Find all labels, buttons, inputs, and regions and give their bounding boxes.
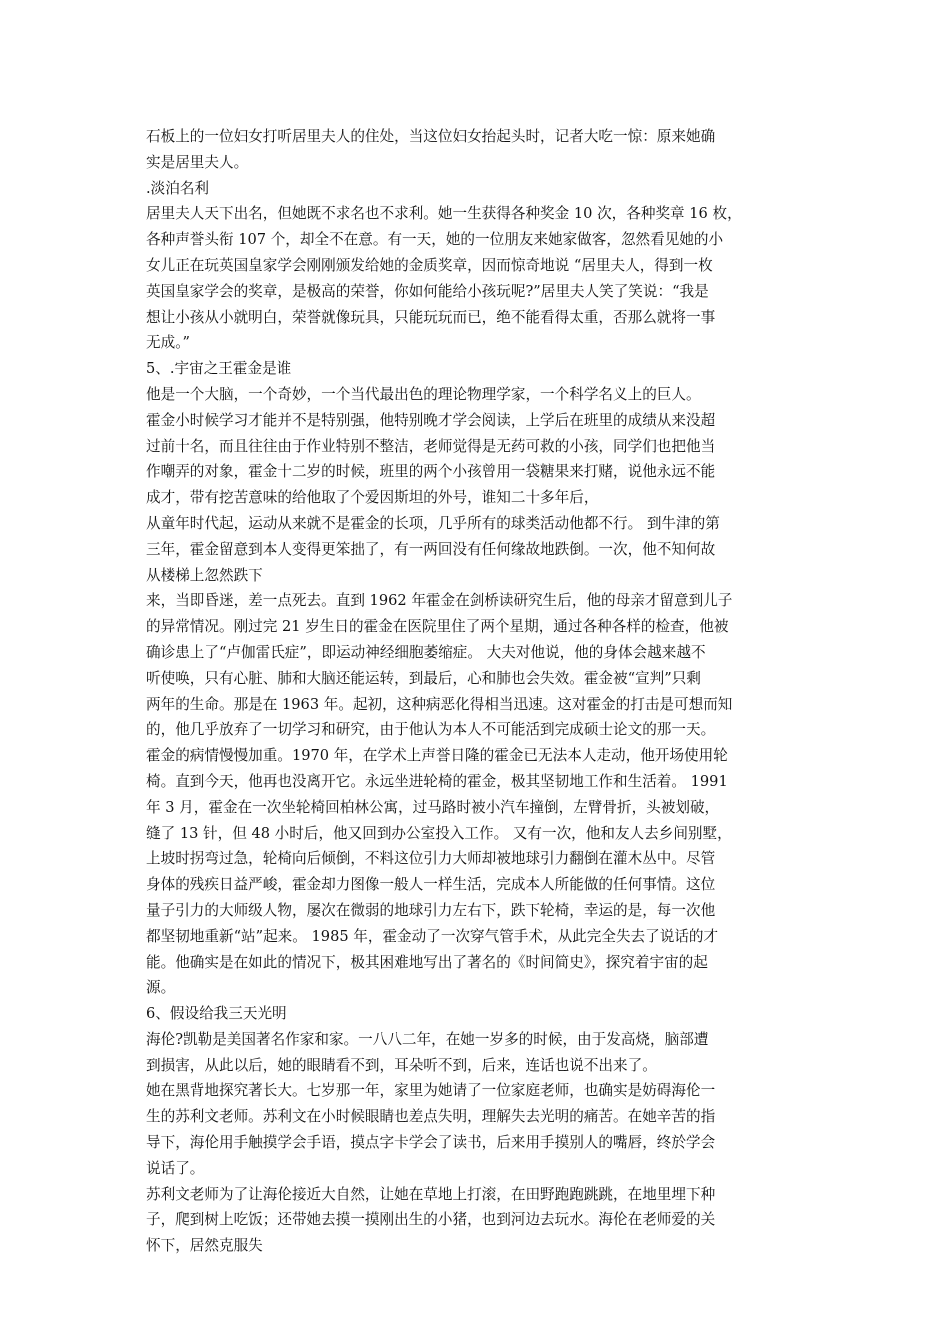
text-line: 导下，海伦用手触摸学会手语，摸点字卡学会了读书，后来用手摸别人的嘴唇，终於学会 — [146, 1134, 716, 1152]
text-line: 确诊患上了“卢伽雷氏症”，即运动神经细胞萎缩症。 大夫对他说，他的身体会越来越不 — [146, 643, 706, 661]
text-line: 说话了。 — [146, 1159, 205, 1177]
text-line: 各种声誉头衔 107 个，却全不在意。有一天，她的一位朋友来她家做客，忽然看见她的小 — [146, 231, 724, 249]
text-line: 海伦?凯勒是美国著名作家和家。一八八二年，在她一岁多的时候，由于发高烧，脑部遭 — [146, 1030, 709, 1048]
text-line: 子，爬到树上吃饭；还带她去摸一摸刚出生的小猪，也到河边去玩水。海伦在老师爱的关 — [146, 1211, 716, 1229]
section-heading: 6、假设给我三天光明 — [146, 1005, 287, 1023]
text-line: 她在黑背地探究著长大。七岁那一年，家里为她请了一位家庭老师，也确实是妨碍海伦一 — [146, 1082, 716, 1100]
text-line: 的异常情况。刚过完 21 岁生日的霍金在医院里住了两个星期，通过各种各样的检查，他被 — [146, 618, 729, 636]
text-line: 椅。直到今天，他再也没离开它。永远坐进轮椅的霍金，极其坚韧地工作和生活着。 1991 — [146, 772, 728, 790]
section-heading: .淡泊名利 — [146, 179, 210, 197]
text-line: 无成。” — [146, 334, 190, 352]
text-line: 过前十名，而且往往由于作业特别不整洁，老师觉得是无药可救的小孩，同学们也把他当 — [146, 437, 716, 455]
text-line: 生的苏利文老师。苏利文在小时候眼睛也差点失明，理解失去光明的痛苦。在她辛苦的指 — [146, 1108, 716, 1126]
text-line: 源。 — [146, 979, 176, 997]
text-line: 想让小孩从小就明白，荣誉就像玩具，只能玩玩而已，绝不能看得太重，否那么就将一事 — [146, 308, 716, 326]
text-line: 成才，带有挖苦意味的给他取了个爱因斯坦的外号，谁知二十多年后， — [146, 489, 599, 507]
text-line: 两年的生命。那是在 1963 年。起初，这种病恶化得相当迅速。这对霍金的打击是可想而知 — [146, 695, 733, 713]
text-line: 缝了 13 针，但 48 小时后，他又回到办公室投入工作。 又有一次，他和友人去乡间别墅， — [146, 824, 732, 842]
document-body — [146, 124, 810, 1259]
text-line: 到损害，从此以后，她的眼睛看不到，耳朵听不到，后来，连话也说不出来了。 — [146, 1056, 657, 1074]
text-line: 上坡时拐弯过急，轮椅向后倾倒，不料这位引力大师却被地球引力翻倒在灌木丛中。尽管 — [146, 850, 716, 868]
text-line: 年 3 月，霍金在一次坐轮椅回柏林公寓，过马路时被小汽车撞倒，左臂骨折，头被划破， — [146, 798, 720, 816]
text-line: 作嘲弄的对象，霍金十二岁的时候，班里的两个小孩曾用一袋糖果来打赌，说他永远不能 — [146, 463, 716, 481]
text-line: 从童年时代起，运动从来就不是霍金的长项，几乎所有的球类活动他都不行。 到牛津的第 — [146, 514, 720, 532]
text-line: 能。他确实是在如此的情况下，极其困难地写出了著名的《时间简史》，探究着宇宙的起 — [146, 953, 708, 971]
text-line: 英国皇家学会的奖章，是极高的荣誉，你如何能给小孩玩呢?”居里夫人笑了笑说：“我是 — [146, 282, 709, 300]
text-line: 石板上的一位妇女打听居里夫人的住处，当这位妇女抬起头时，记者大吃一惊：原来她确 — [146, 128, 716, 145]
text-line: 都坚韧地重新“站”起来。 1985 年，霍金动了一次穿气管手术，从此完全失去了说话的才 — [146, 927, 719, 945]
text-line: 女儿正在玩英国皇家学会刚刚颁发给她的金质奖章，因而惊奇地说 “居里夫人，得到一枚 — [146, 256, 713, 274]
text-line: 他是一个大脑，一个奇妙，一个当代最出色的理论物理学家，一个科学名义上的巨人。 — [146, 385, 701, 403]
text-line: 听使唤，只有心脏、肺和大脑还能运转，到最后，心和肺也会失效。霍金被“宣判”只剩 — [146, 669, 701, 687]
section-heading: 5、.宇宙之王霍金是谁 — [146, 360, 292, 378]
text-line: 居里夫人天下出名，但她既不求名也不求利。她一生获得各种奖金 10 次，各种奖章 16 枚， — [146, 205, 742, 223]
text-line: 三年，霍金留意到本人变得更笨拙了，有一两回没有任何缘故地跌倒。一次，他不知何故 — [146, 540, 716, 558]
text-line: 来，当即昏迷，差一点死去。直到 1962 年霍金在剑桥读研究生后，他的母亲才留意到儿子 — [146, 592, 733, 610]
text-line: 从楼梯上忽然跌下 — [146, 566, 263, 584]
text-line: 实是居里夫人。 — [146, 153, 249, 171]
text-line: 苏利文老师为了让海伦接近大自然，让她在草地上打滚，在田野跑跑跳跳，在地里埋下种 — [146, 1185, 716, 1203]
text-line: 身体的残疾日益严峻，霍金却力图像一般人一样生活，完成本人所能做的任何事情。这位 — [146, 876, 716, 894]
text-line: 霍金的病情慢慢加重。1970 年，在学术上声誉日隆的霍金已无法本人走动，他开场使用轮 — [146, 747, 728, 765]
text-line: 怀下，居然克服失 — [146, 1237, 263, 1255]
text-line: 的，他几乎放弃了一切学习和研究，由于他认为本人不可能活到完成硕士论文的那一天。 — [146, 721, 716, 739]
text-line: 霍金小时候学习才能并不是特别强，他特别晚才学会阅读，上学后在班里的成绩从来没超 — [146, 411, 716, 429]
text-line: 量子引力的大师级人物，屡次在微弱的地球引力左右下，跌下轮椅，幸运的是，每一次他 — [146, 901, 716, 919]
